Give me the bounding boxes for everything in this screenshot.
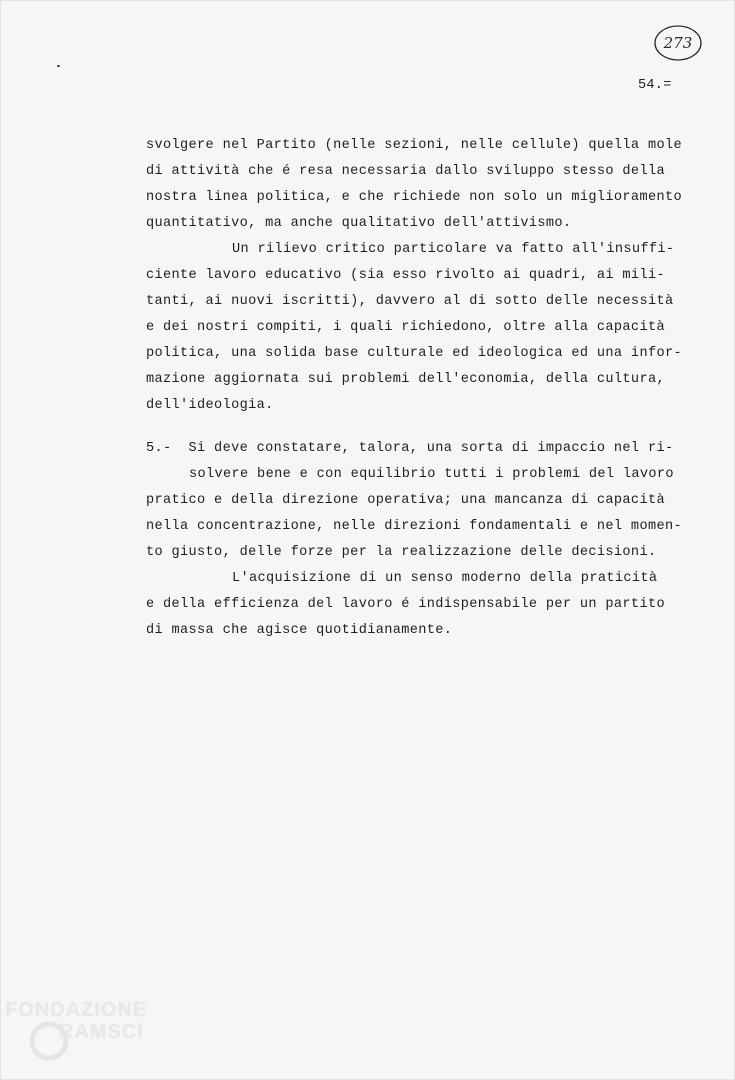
text-line: svolgere nel Partito (nelle sezioni, nelle cellule) quella mole (146, 138, 682, 153)
text-line: di attività che é resa necessaria dallo sviluppo stesso della (146, 164, 665, 179)
text-line: to giusto, delle forze per la realizzazione delle decisioni. (146, 545, 657, 560)
text-line: politica, una solida base culturale ed ideologica ed una infor- (146, 346, 682, 361)
watermark-line-2: RAMSCI (59, 1021, 144, 1043)
text-line: dell'ideologia. (146, 398, 274, 413)
watermark-line-1: FONDAZIONE (5, 999, 148, 1021)
text-line: di massa che agisce quotidianamente. (146, 623, 453, 638)
text-line: e della efficienza del lavoro é indispensabile per un partito (146, 597, 665, 612)
text-line: ciente lavoro educativo (sia esso rivolto ai quadri, ai mili- (146, 268, 665, 283)
text-line: nella concentrazione, nelle direzioni fondamentali e nel momen- (146, 519, 682, 534)
scan-speck (57, 65, 60, 67)
text-line: nostra linea politica, e che richiede non solo un miglioramento (146, 190, 682, 205)
section-5-heading-line: 5.- Si deve constatare, talora, una sorta di impaccio nel ri- (146, 441, 674, 456)
archive-stamp-number: 273 (663, 34, 693, 52)
text-line: tanti, ai nuovi iscritti), davvero al di sotto delle necessità (146, 294, 674, 309)
text-line: pratico e della direzione operativa; una mancanza di capacità (146, 493, 665, 508)
fondazione-gramsci-watermark (5, 999, 195, 1079)
text-line: L'acquisizione di un senso moderno della praticità (232, 571, 658, 586)
text-line: Un rilievo critico particolare va fatto all'insuffi- (232, 242, 675, 257)
text-line: solvere bene e con equilibrio tutti i problemi del lavoro (189, 467, 674, 482)
archive-stamp (653, 23, 703, 63)
text-line: e dei nostri compiti, i quali richiedono, oltre alla capacità (146, 320, 665, 335)
page-number: 54.= (638, 78, 672, 93)
text-line: mazione aggiornata sui problemi dell'economia, della cultura, (146, 372, 665, 387)
text-line: quantitativo, ma anche qualitativo dell'attivismo. (146, 216, 572, 231)
